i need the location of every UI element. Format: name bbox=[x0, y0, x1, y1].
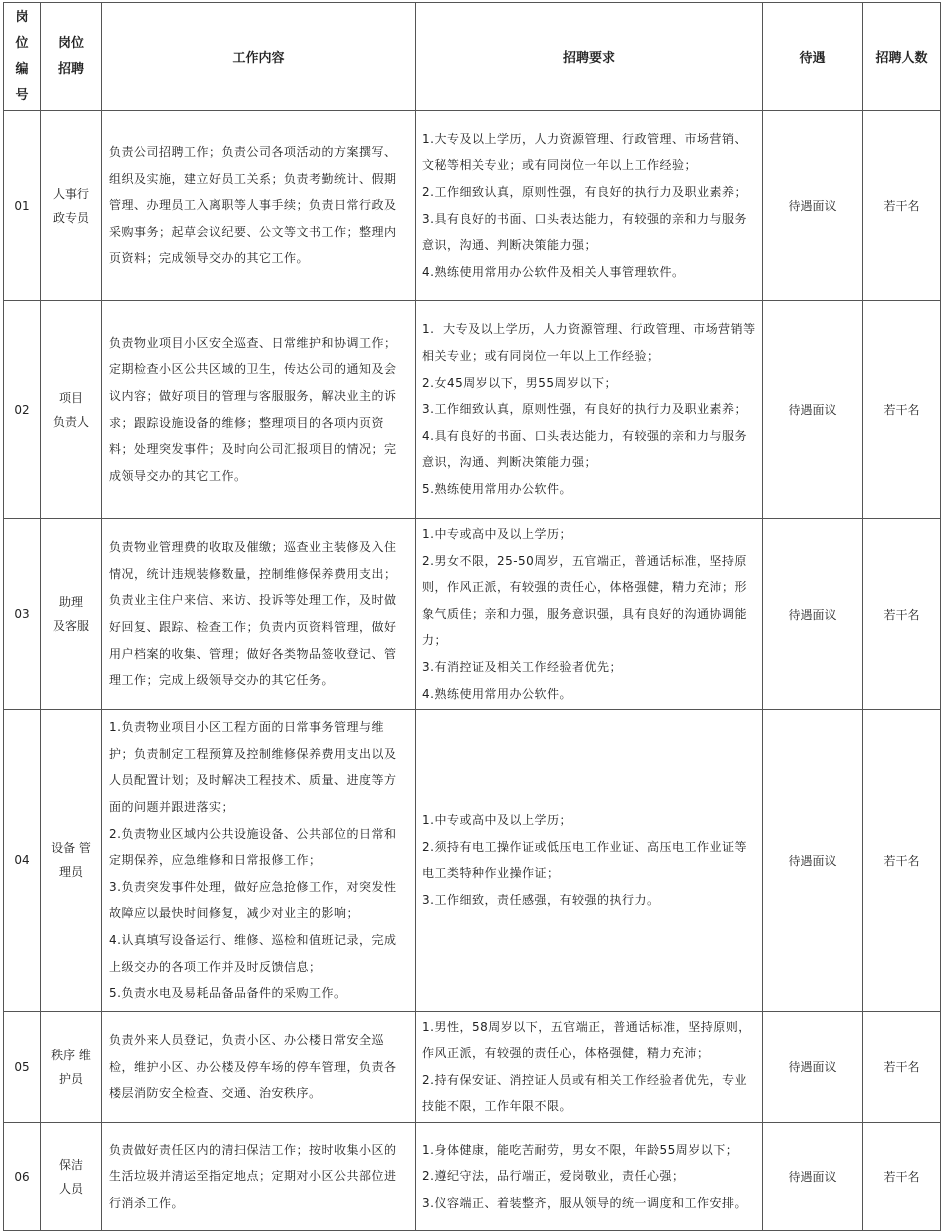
row-id: 04 bbox=[4, 710, 41, 1012]
row-pay: 待遇面议 bbox=[763, 111, 863, 301]
table-row bbox=[4, 1011, 941, 1122]
row-id: 03 bbox=[4, 519, 41, 710]
row-count: 若干名 bbox=[863, 301, 941, 519]
row-pay: 待遇面议 bbox=[763, 1011, 863, 1122]
row-requirements: 1.中专或高中及以上学历； 2.须持有电工操作证或低压电工作业证、高压电工作业证等电工类特种作业操作证； 3.工作细致，责任感强，有较强的执行力。 bbox=[416, 710, 763, 1012]
recruitment-table bbox=[3, 2, 941, 1231]
row-requirements: 1.大专及以上学历，人力资源管理、行政管理、市场营销、文秘等相关专业；或有同岗位一年以上工作经验； 2.工作细致认真，原则性强，有良好的执行力及职业素养； 3.具有良好的书面、口头表达能力，有较强的亲和力与服务意识，沟通、判断决策能力强； 4.熟练使用常用办公软件及相关人事管理软件。 bbox=[416, 111, 763, 301]
row-pay: 待遇面议 bbox=[763, 301, 863, 519]
row-requirements: 1.中专或高中及以上学历； 2.男女不限，25-50周岁，五官端正，普通话标准，坚持原则，作风正派，有较强的责任心，体格强健，精力充沛；形象气质佳；亲和力强，服务意识强，具有良好的沟通协调能力； 3.有消控证及相关工作经验者优先； 4.熟练使用常用办公软件。 bbox=[416, 519, 763, 710]
row-id: 05 bbox=[4, 1011, 41, 1122]
header-count: 招聘人数 bbox=[863, 3, 941, 111]
row-requirements: 1.身体健康，能吃苦耐劳，男女不限，年龄55周岁以下； 2.遵纪守法，品行端正，爱岗敬业，责任心强； 3.仪容端正、着装整齐，服从领导的统一调度和工作安排。 bbox=[416, 1123, 763, 1231]
row-count: 若干名 bbox=[863, 111, 941, 301]
row-count: 若干名 bbox=[863, 710, 941, 1012]
table-row bbox=[4, 1123, 941, 1231]
header-position: 岗位 招聘 bbox=[41, 3, 102, 111]
row-position-name: 项目 负责人 bbox=[41, 301, 102, 519]
table-row bbox=[4, 710, 941, 1012]
row-position-name: 人事行 政专员 bbox=[41, 111, 102, 301]
table-row bbox=[4, 301, 941, 519]
row-count: 若干名 bbox=[863, 1011, 941, 1122]
row-pay: 待遇面议 bbox=[763, 519, 863, 710]
row-position-name: 保洁 人员 bbox=[41, 1123, 102, 1231]
header-duties: 工作内容 bbox=[102, 3, 416, 111]
row-pay: 待遇面议 bbox=[763, 710, 863, 1012]
row-id: 02 bbox=[4, 301, 41, 519]
table-row bbox=[4, 111, 941, 301]
header-requirements: 招聘要求 bbox=[416, 3, 763, 111]
row-count: 若干名 bbox=[863, 519, 941, 710]
row-position-name: 秩序 维 护员 bbox=[41, 1011, 102, 1122]
row-duties: 负责物业项目小区安全巡查、日常维护和协调工作；定期检查小区公共区域的卫生，传达公司的通知及会议内容；做好项目的管理与客服服务，解决业主的诉求；跟踪设施设备的维修；整理项目的各项内页资料；处理突发事件；及时向公司汇报项目的情况；完成领导交办的其它工作。 bbox=[102, 301, 416, 519]
table-row bbox=[4, 519, 941, 710]
row-duties: 负责做好责任区内的清扫保洁工作；按时收集小区的生活垃圾并清运至指定地点；定期对小区公共部位进行消杀工作。 bbox=[102, 1123, 416, 1231]
row-position-name: 助理 及客服 bbox=[41, 519, 102, 710]
row-requirements: 1.男性，58周岁以下，五官端正，普通话标准，坚持原则，作风正派，有较强的责任心，体格强健，精力充沛； 2.持有保安证、消控证人员或有相关工作经验者优先，专业技能不限，工作年限不限。 bbox=[416, 1011, 763, 1122]
row-id: 06 bbox=[4, 1123, 41, 1231]
row-id: 01 bbox=[4, 111, 41, 301]
row-duties: 负责外来人员登记，负责小区、办公楼日常安全巡检，维护小区、办公楼及停车场的停车管理，负责各楼层消防安全检查、交通、治安秩序。 bbox=[102, 1011, 416, 1122]
row-requirements: 1. 大专及以上学历，人力资源管理、行政管理、市场营销等相关专业；或有同岗位一年以上工作经验； 2.女45周岁以下，男55周岁以下； 3.工作细致认真，原则性强，有良好的执行力及职业素养； 4.具有良好的书面、口头表达能力，有较强的亲和力与服务意识，沟通、判断决策能力强； 5.熟练使用常用办公软件。 bbox=[416, 301, 763, 519]
row-duties: 1.负责物业项目小区工程方面的日常事务管理与维护；负责制定工程预算及控制维修保养费用支出以及人员配置计划；及时解决工程技术、质量、进度等方面的问题并跟进落实； 2.负责物业区域内公共设施设备、公共部位的日常和定期保养，应急维修和日常报修工作； 3.负责突发事件处理，做好应急抢修工作，对突发性故障应以最快时间修复，减少对业主的影响； 4.认真填写设备运行、维修、巡检和值班记录，完成上级交办的各项工作并及时反馈信息； 5.负责水电及易耗品备品备件的采购工作。 bbox=[102, 710, 416, 1012]
row-duties: 负责公司招聘工作；负责公司各项活动的方案撰写、组织及实施，建立好员工关系；负责考勤统计、假期管理、办理员工入离职等人事手续；负责日常行政及采购事务；起草会议纪要、公文等文书工作；整理内页资料；完成领导交办的其它工作。 bbox=[102, 111, 416, 301]
row-count: 若干名 bbox=[863, 1123, 941, 1231]
header-row bbox=[4, 3, 941, 111]
row-duties: 负责物业管理费的收取及催缴；巡查业主装修及入住情况，统计违规装修数量，控制维修保养费用支出；负责业主住户来信、来访、投诉等处理工作，及时做好回复、跟踪、检查工作；负责内页资料管理，做好用户档案的收集、管理；做好各类物品签收登记、管理工作；完成上级领导交办的其它任务。 bbox=[102, 519, 416, 710]
row-pay: 待遇面议 bbox=[763, 1123, 863, 1231]
header-pay: 待遇 bbox=[763, 3, 863, 111]
row-position-name: 设备 管 理员 bbox=[41, 710, 102, 1012]
header-position-id: 岗 位 编 号 bbox=[4, 3, 41, 111]
